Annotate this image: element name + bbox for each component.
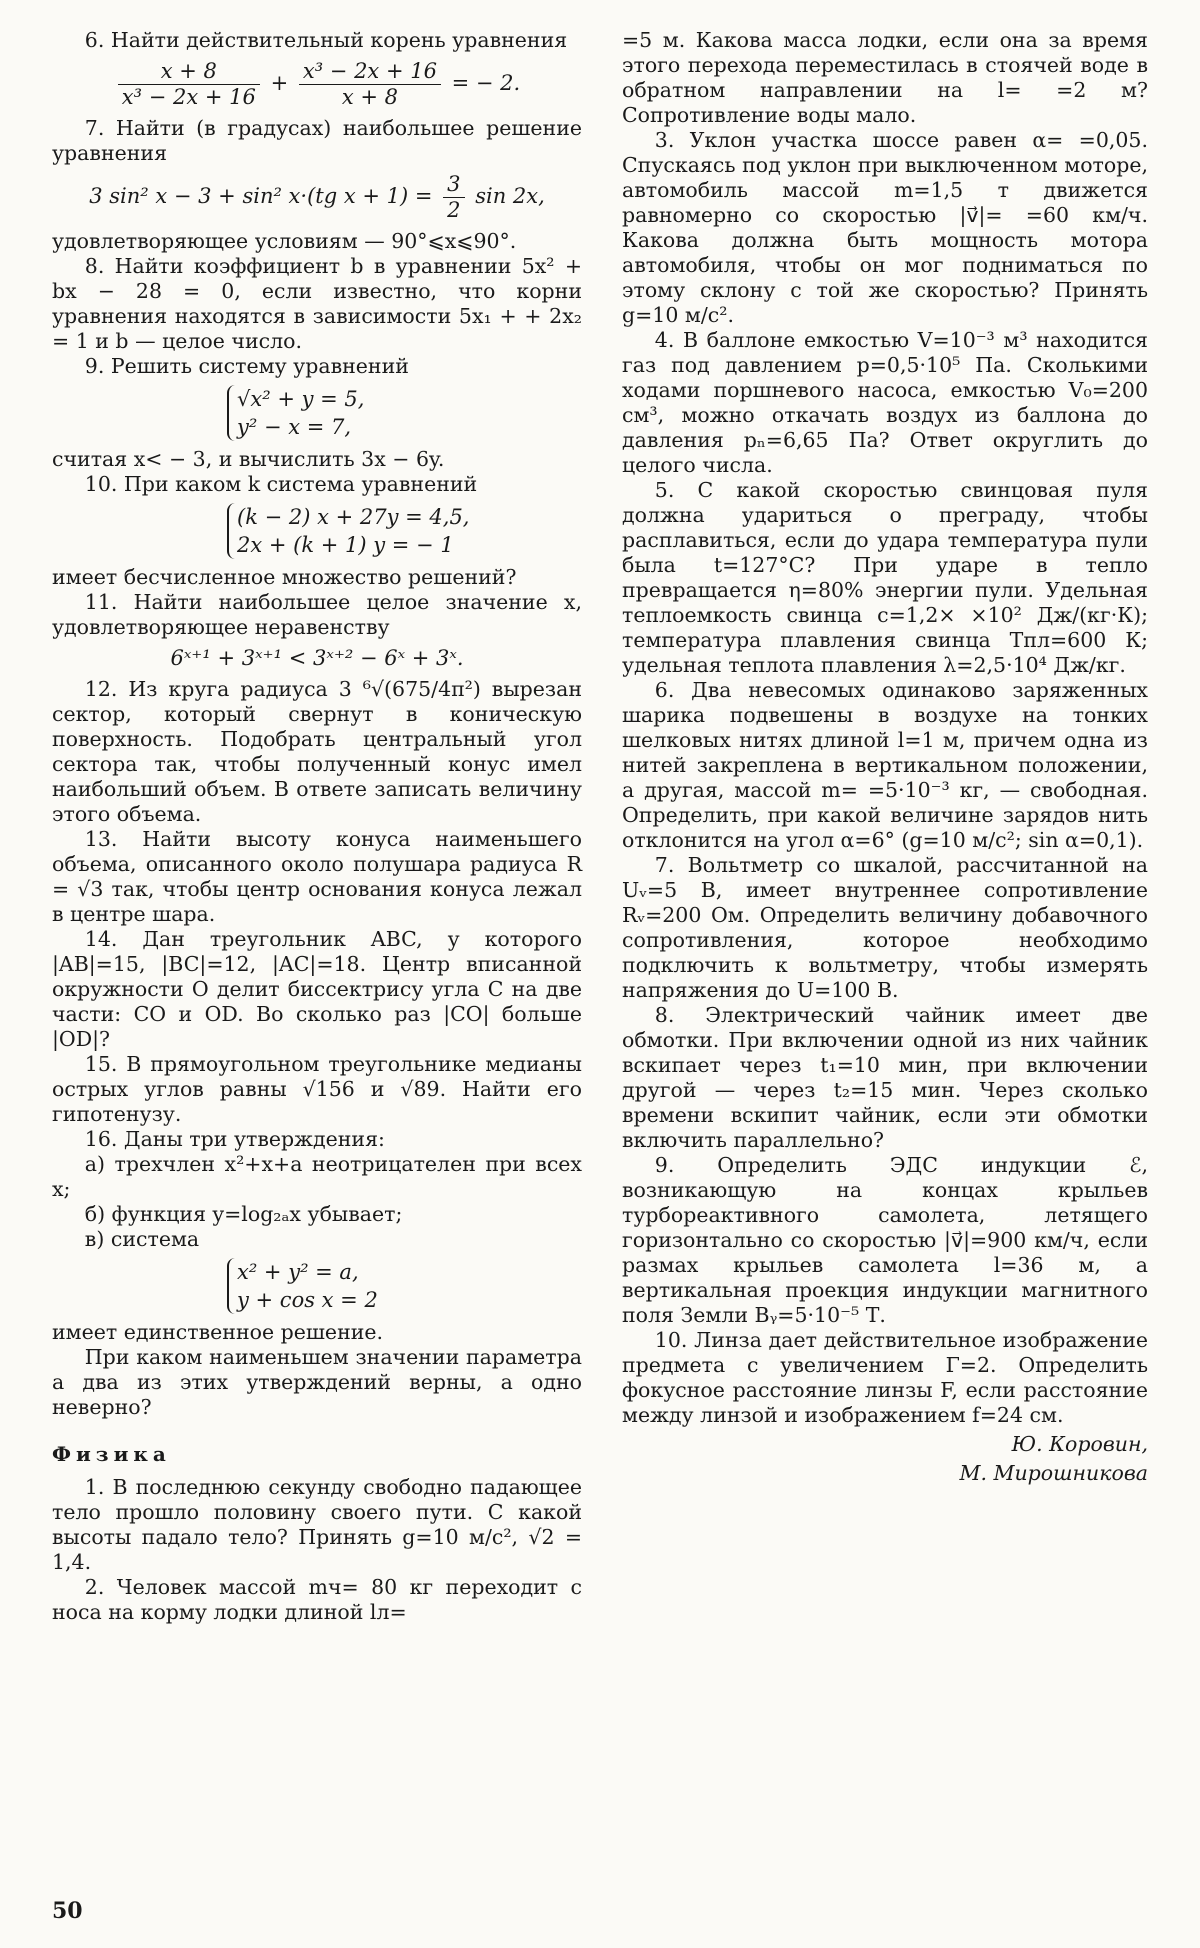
problem-13: 13. Найти высоту конуса наименьшего объема, описанного около полушара радиуса R = √3 так, чтобы центр основания конуса лежал в центре шара.: [52, 827, 582, 926]
physics-problem-5: 5. С какой скоростью свинцовая пуля должна удариться о преграду, чтобы расплавиться, если до удара температура пули была t=127°С? При ударе в тепло превращается η=80% энергии пули. Удельная теплоемкость свинца c=1,2× ×10² Дж/(кг·К); температура плавления свинца Tпл=600 К; удельная теплота плавления λ=2,5·10⁴ Дж/кг.: [622, 478, 1148, 677]
problem-11: 11. Найти наибольшее целое значение x, удовлетворяющее неравенству: [52, 590, 582, 639]
left-column: [52, 28, 582, 1625]
system-10: [52, 503, 582, 559]
fraction-2: [299, 59, 441, 110]
system-brace: [227, 1258, 378, 1314]
problem-7-condition: удовлетворяющее условиям — 90°⩽x⩽90°.: [52, 229, 517, 253]
inequality-11: 6ˣ⁺¹ + 3ˣ⁺¹ < 3ˣ⁺² − 6ˣ + 3ˣ.: [170, 646, 464, 670]
equation-6-rhs: = − 2.: [451, 71, 521, 95]
right-column: [622, 28, 1148, 1486]
problem-12: 12. Из круга радиуса 3 ⁶√(675/4π²) вырезан сектор, который свернут в коническую поверхность. Подобрать центральный угол сектора так, чтобы полученный конус имел наибольший объем. В ответе записать величину этого объема.: [52, 677, 582, 826]
physics-problem-3: 3. Уклон участка шоссе равен α= =0,05. Спускаясь под уклон при выключенном моторе, автомобиль массой m=1,5 т движется равномерно со скоростью |v⃗|= =60 км/ч. Какова должна быть мощность мотора автомобиля, чтобы он мог подниматься по этому склону с той же скоростью? Принять g=10 м/с².: [622, 128, 1148, 327]
fraction-2-denominator: x + 8: [341, 85, 398, 109]
equation-7-rhs: sin 2x,: [475, 184, 545, 208]
problem-10: 10. При каком k система уравнений: [84, 472, 478, 496]
problem-16-c: в) система: [84, 1227, 200, 1251]
physics-problem-7: 7. Вольтметр со шкалой, рассчитанной на Uᵥ=5 В, имеет внутреннее сопротивление Rᵥ=200 Ом. Определить величину добавочного сопротивления, которое необходимо подключить к вольтметру, чтобы измерять напряжения до U=100 В.: [622, 853, 1148, 1002]
system-brace: [227, 503, 470, 559]
physics-problem-8: 8. Электрический чайник имеет две обмотки. При включении одной из них чайник вскипает через t₁=10 мин, при включении другой — через t₂=15 мин. Через сколько времени вскипит чайник, если эти обмотки включить параллельно?: [622, 1003, 1148, 1152]
equation-7-lhs: 3 sin² x − 3 + sin² x·(tg x + 1) =: [89, 184, 433, 208]
equation-7: [52, 172, 582, 223]
problem-16-question: При каком наименьшем значении параметра a два из этих утверждений верны, а одно неверно?: [52, 1345, 582, 1419]
author-signature-2: М. Мирошникова: [959, 1461, 1148, 1485]
fraction-numerator: 3: [443, 172, 464, 198]
plus-sign: +: [270, 71, 289, 95]
problem-9: 9. Решить систему уравнений: [84, 354, 409, 378]
equation-6: [52, 59, 582, 110]
problem-6: 6. Найти действительный корень уравнения: [84, 28, 568, 52]
system-line: √x² + y = 5,: [237, 387, 365, 411]
system-9: [52, 385, 582, 441]
system-line: x² + y² = a,: [237, 1260, 359, 1284]
physics-problem-2-continued: =5 м. Какова масса лодки, если она за время этого перехода переместилась в стоячей воде в обратном направлении на l= =2 м? Сопротивление воды мало.: [622, 28, 1148, 127]
problem-16: 16. Даны три утверждения:: [84, 1127, 385, 1151]
physics-problem-4: 4. В баллоне емкостью V=10⁻³ м³ находится газ под давлением p=0,5·10⁵ Па. Сколькими ходами поршневого насоса, емкостью V₀=200 см³, можно откачать воздух из баллона до давления pₙ=6,65 Па? Ответ округлить до целого числа.: [622, 328, 1148, 477]
section-heading-physics: Физика: [52, 1442, 171, 1466]
system-line: y² − x = 7,: [237, 415, 352, 439]
problem-16-d: имеет единственное решение.: [52, 1320, 384, 1344]
page-number: 50: [52, 1898, 83, 1924]
fraction-1-denominator: x³ − 2x + 16: [121, 85, 256, 109]
fraction-3-2: [443, 172, 464, 223]
problem-16-a: а) трехчлен x²+x+a неотрицателен при всех x;: [52, 1152, 582, 1201]
problem-14: 14. Дан треугольник ABC, у которого |AB|=15, |BC|=12, |AC|=18. Центр вписанной окружности O делит биссектрису угла C на две части: CO и OD. Во сколько раз |CO| больше |OD|?: [52, 927, 582, 1051]
author-signature-1: Ю. Коровин,: [1011, 1432, 1148, 1456]
system-line: 2x + (k + 1) y = − 1: [237, 533, 454, 557]
problem-15: 15. В прямоугольном треугольнике медианы острых углов равны √156 и √89. Найти его гипотенузу.: [52, 1052, 582, 1126]
fraction-1-numerator: x + 8: [118, 59, 260, 85]
problem-7: 7. Найти (в градусах) наибольшее решение уравнения: [52, 116, 582, 165]
problem-9-condition: считая x< − 3, и вычислить 3x − 6y.: [52, 447, 445, 471]
physics-problem-10: 10. Линза дает действительное изображение предмета с увеличением Γ=2. Определить фокусное расстояние линзы F, если расстояние между линзой и изображением f=24 см.: [622, 1328, 1148, 1427]
problem-10-condition: имеет бесчисленное множество решений?: [52, 565, 517, 589]
system-16: [52, 1258, 582, 1314]
system-brace: [227, 385, 364, 441]
problem-8: 8. Найти коэффициент b в уравнении 5x² + bx − 28 = 0, если известно, что корни уравнения находятся в зависимости 5x₁ + + 2x₂ = 1 и b — целое число.: [52, 254, 582, 353]
physics-problem-9: 9. Определить ЭДС индукции ℰ, возникающую на концах крыльев турбореактивного самолета, летящего горизонтально со скоростью |v⃗|=900 км/ч, если размах крыльев самолета l=36 м, а вертикальная проекция индукции магнитного поля Земли Bᵧ=5·10⁻⁵ Т.: [622, 1153, 1148, 1327]
physics-problem-6: 6. Два невесомых одинаково заряженных шарика подвешены в воздухе на тонких шелковых нитях длиной l=1 м, причем одна из нитей закреплена в вертикальном положении, а другая, массой m= =5·10⁻³ кг, — свободная. Определить, при какой величине зарядов нить отклонится на угол α=6° (g=10 м/с²; sin α=0,1).: [622, 678, 1148, 852]
system-line: (k − 2) x + 27y = 4,5,: [237, 505, 470, 529]
fraction-2-numerator: x³ − 2x + 16: [299, 59, 441, 85]
fraction-denominator: 2: [447, 198, 461, 222]
system-line: y + cos x = 2: [237, 1288, 378, 1312]
problem-16-b: б) функция y=log₂ₐx убывает;: [84, 1202, 403, 1226]
fraction-1: [118, 59, 260, 110]
physics-problem-2: 2. Человек массой mч= 80 кг переходит с носа на корму лодки длиной lл=: [52, 1575, 582, 1624]
physics-problem-1: 1. В последнюю секунду свободно падающее тело прошло половину своего пути. С какой высоты падало тело? Принять g=10 м/с², √2 = 1,4.: [52, 1475, 582, 1574]
